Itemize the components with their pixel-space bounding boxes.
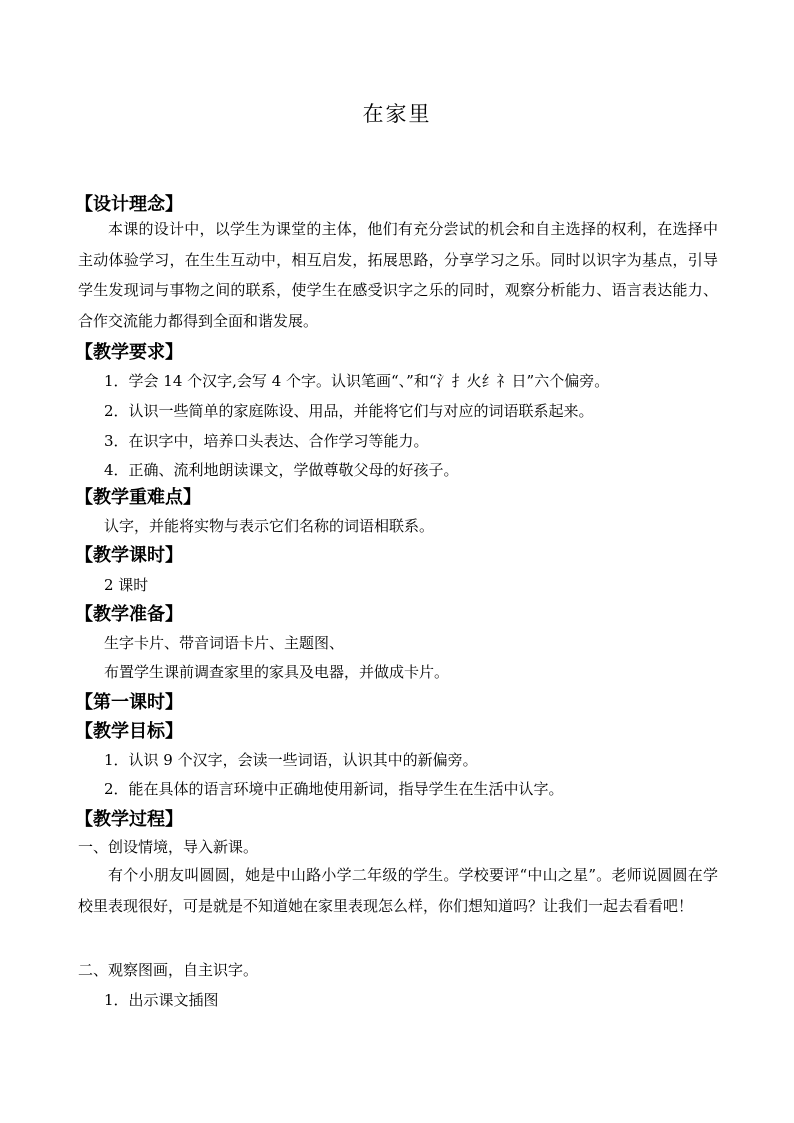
heading-requirements: 【教学要求】 bbox=[75, 342, 183, 363]
goal-item-1: 1．认识 9 个汉字，会读一些词语，认识其中的新偏旁。 bbox=[104, 751, 478, 769]
preparation-item-1: 生字卡片、带音词语卡片、主题图、 bbox=[104, 634, 345, 652]
goal-item-2: 2．能在具体的语言环境中正确地使用新词，指导学生在生活中认字。 bbox=[104, 780, 564, 798]
heading-hours: 【教学课时】 bbox=[75, 545, 183, 566]
requirement-item-1: 1．学会 14 个汉字,会写 4 个字。认识笔画“、”和“氵扌火纟礻日”六个偏旁。 bbox=[104, 372, 610, 390]
heading-first-lesson: 【第一课时】 bbox=[75, 692, 183, 713]
process-step-2: 二、观察图画，自主识字。 bbox=[78, 961, 259, 979]
heading-keypoints: 【教学重难点】 bbox=[75, 487, 201, 508]
process-step-1-text: 有个小朋友叫圆圆，她是中山路小学二年级的学生。学校要评“中山之星”。老师说圆圆在学校里表现很好，可是就是不知道她在家里表现怎么样，你们想知道吗？让我们一起去看看吧！ bbox=[78, 866, 718, 915]
requirement-item-2: 2．认识一些简单的家庭陈设、用品，并能将它们与对应的词语联系起来。 bbox=[104, 402, 594, 420]
document-title: 在家里 bbox=[362, 102, 432, 126]
keypoints-text: 认字，并能将实物与表示它们名称的词语相联系。 bbox=[104, 517, 435, 535]
design-paragraph: 本课的设计中，以学生为课堂的主体，他们有充分尝试的机会和自主选择的权利，在选择中主动体验学习，在生生互动中，相互启发，拓展思路，分享学习之乐。同时以识字为基点，引导学生发现词与事物之间的联系，使学生在感受识字之乐的同时，观察分析能力、语言表达能力、合作交流能力都得到全面和谐发展。 bbox=[78, 220, 718, 330]
heading-design: 【设计理念】 bbox=[75, 194, 183, 215]
hours-text: 2 课时 bbox=[104, 576, 149, 594]
preparation-item-2: 布置学生课前调查家里的家具及电器，并做成卡片。 bbox=[104, 663, 450, 681]
heading-preparation: 【教学准备】 bbox=[75, 604, 183, 625]
requirement-item-3: 3．在识字中，培养口头表达、合作学习等能力。 bbox=[104, 432, 429, 450]
heading-goals: 【教学目标】 bbox=[75, 721, 183, 742]
process-step-1: 一、创设情境，导入新课。 bbox=[78, 838, 259, 856]
requirement-item-4: 4．正确、流利地朗读课文，学做尊敬父母的好孩子。 bbox=[104, 461, 459, 479]
process-step-2-item: 1．出示课文插图 bbox=[104, 991, 219, 1009]
heading-process: 【教学过程】 bbox=[75, 809, 183, 830]
